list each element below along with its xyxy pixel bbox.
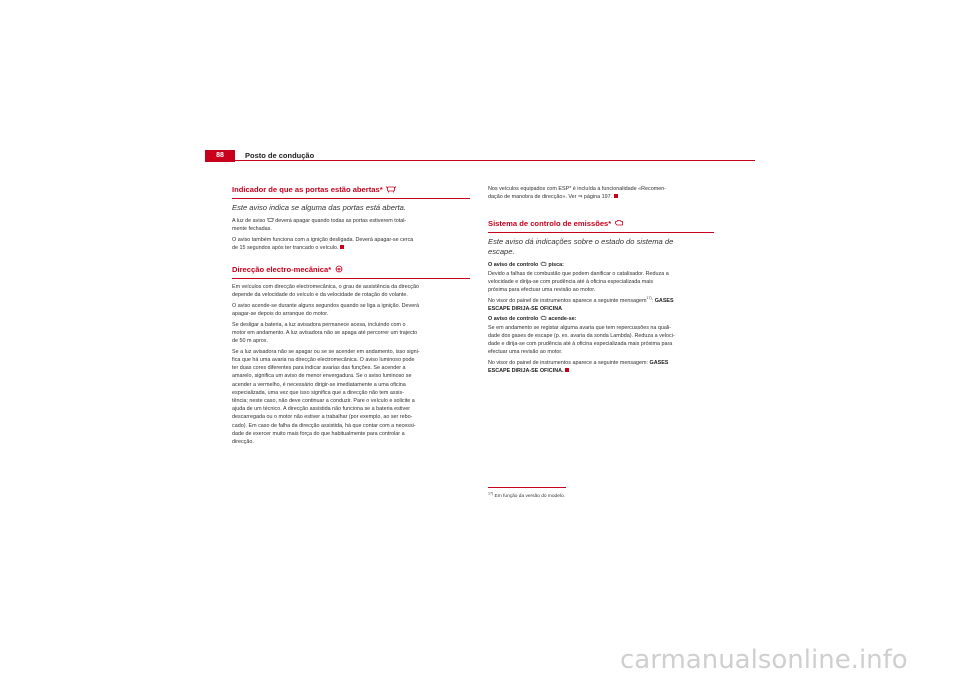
open-doors-icon <box>386 185 396 193</box>
steering-section <box>232 265 470 446</box>
header-divider <box>205 160 755 161</box>
emissions-heading: Sistema de controlo de emissões* <box>488 219 714 229</box>
doors-heading-rule <box>232 198 470 199</box>
emissions-blink-block: O aviso de controlo pisca: Devido a falhas de combustão que podem danificar o catalisador. Reduza a velocidade e dirija-se com prudência até à oficina especializada mais próxima para efectuar uma revisão ao motor. <box>488 262 669 294</box>
watermark: carmanualsonline.info <box>620 645 908 675</box>
page-number: 88 <box>205 150 235 162</box>
steering-warning-icon <box>334 265 344 273</box>
doors-lead: Este aviso indica se alguma das portas está aberta. <box>232 203 406 212</box>
emissions-heading-rule <box>488 232 714 233</box>
emissions-lead: Este aviso dá indicações sobre o estado do sistema de escape. <box>488 237 674 257</box>
footnote: $^{17)}$ Em função da versão do modelo. <box>488 491 565 499</box>
page-header <box>205 150 755 162</box>
emissions-display-message-2: No visor do painel de instrumentos aparece a seguinte mensagem: GASES ESCAPE DIRIJA-SE OFICINA. <box>488 359 669 375</box>
section-end-mark <box>340 245 344 249</box>
steering-para-4: Se a luz avisadora não se apagar ou se se acender em andamento, isso signi- fica que há uma avaria na direcção electromecânica. O aviso luminoso pode ter duas cores diferentes para indicar avarias das funções. Se acender a amarelo, significa um aviso de menor envergadura. Se o aviso luminoso se acender a vermelho, é necessário dirigir-se imediatamente a uma oficina especializada, uma vez que isso significa que a direcção não tem assis- tência; neste caso, não deve continuar a conduzir. Pare o veículo e solicite a ajuda de um técnico. A direcção assistida não funciona se a bateria estiver descarregada ou o motor não estiver a trabalhar (por exemplo, ao ser rebo- cado). Em caso de falha da direcção assistida, há que contar com a necessi- dade de exercer muito mais força do que habitualmente para controlar a direcção. <box>232 348 420 446</box>
right-column <box>488 185 714 378</box>
section-end-mark <box>614 194 618 198</box>
page-title: Posto de condução <box>245 151 315 160</box>
emissions-section <box>488 219 714 375</box>
engine-check-icon <box>540 315 547 321</box>
doors-section <box>232 185 470 252</box>
steering-heading: Direcção electro-mecânica* <box>232 265 470 275</box>
steering-heading-rule <box>232 278 470 279</box>
engine-check-icon <box>614 219 624 227</box>
footnote-divider <box>488 487 566 488</box>
open-doors-icon <box>267 217 274 223</box>
section-end-mark <box>565 368 569 372</box>
esp-paragraph: Nos veículos equipados com ESP* é incluída a funcionalidade «Recomen- dação de manobra de direcção». Ver ⇒ página 197. <box>488 186 666 201</box>
emissions-display-message-1: No visor do painel de instrumentos aparece a seguinte mensagem$^{17)}$: GASES ESCAPE DIRIJA-SE OFICINA <box>488 295 674 312</box>
steering-para-2: O aviso acende-se durante alguns segundos quando se liga a ignição. Deverá apagar-se depois do arranque do motor. <box>232 303 420 318</box>
steering-para-3: Se desligar a bateria, a luz avisadora permanece acesa, incluindo com o motor em andamento. A luz avisadora não se apaga até percorrer um trajecto de 50 m aprox. <box>232 321 418 345</box>
left-column <box>232 185 470 449</box>
steering-para-1: Em veículos com direcção electromecânica, o grau de assistência da direcção depende da velocidade do veículo e da velocidade de rotação do volante. <box>232 284 419 299</box>
emissions-lit-block: O aviso de controlo acende-se: Se em andamento se registar alguma avaria que tem repercussões na quali- dade dos gases de escape (p. ex. avaria da sonda Lambda). Reduza a veloci- dade e dirija-se com prudência até à oficina especializada mais próxima para efectuar uma revisão ao motor. <box>488 316 675 356</box>
engine-check-icon <box>540 261 547 267</box>
doors-paragraph-2: O aviso também funciona com a ignição desligada. Deverá apagar-se cerca de 15 segundos após ter trancado o veículo. <box>232 236 414 251</box>
page-reference-link[interactable]: dação de manobra de direcção». Ver ⇒ página 197. <box>488 194 613 201</box>
doors-paragraph-1: A luz de aviso deverá apagar quando todas as portas estiverem total- mente fechadas. <box>232 218 407 233</box>
footnote-ref[interactable]: 17) <box>646 295 652 300</box>
doors-heading: Indicador de que as portas estão abertas* <box>232 185 470 195</box>
